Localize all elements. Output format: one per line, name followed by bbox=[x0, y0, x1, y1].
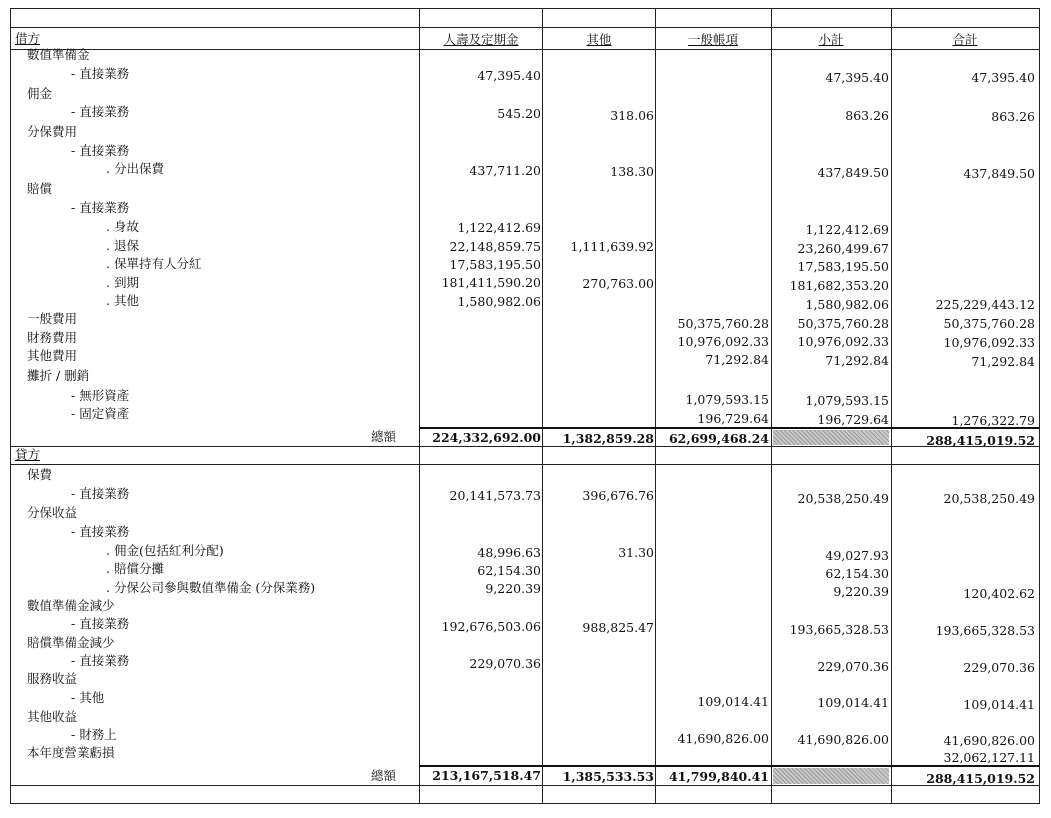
cell-life: 1,122,412.69 bbox=[457, 220, 541, 235]
column-header-general: 一般帳項 bbox=[687, 32, 738, 47]
cell-life: 62,154.30 bbox=[477, 563, 541, 578]
row-label: 數值準備金減少 bbox=[27, 598, 115, 613]
cell-total: 193,665,328.53 bbox=[935, 623, 1035, 638]
row-label: 財務費用 bbox=[27, 330, 78, 345]
row-label: - 直接業務 bbox=[71, 66, 130, 81]
header-top-line bbox=[11, 27, 1039, 28]
cell-subtotal: 229,070.36 bbox=[817, 659, 889, 674]
row-label: 其他收益 bbox=[27, 709, 78, 724]
cell-subtotal: 17,583,195.50 bbox=[797, 259, 889, 274]
row-label: . 分出保費 bbox=[106, 161, 164, 176]
row-label: 一般費用 bbox=[27, 311, 78, 326]
shaded-cell bbox=[773, 768, 889, 784]
row-label: - 其他 bbox=[71, 690, 105, 705]
row-label: - 直接業務 bbox=[71, 524, 130, 539]
row-label: - 直接業務 bbox=[71, 104, 130, 119]
row-label: 佣金 bbox=[27, 86, 53, 101]
row-label: 賠償 bbox=[27, 181, 53, 196]
cell-life: 181,411,590.20 bbox=[441, 275, 541, 290]
cell-subtotal: 62,154.30 bbox=[825, 566, 889, 581]
debit-total-total: 288,415,019.52 bbox=[926, 433, 1035, 448]
cell-total: 109,014.41 bbox=[963, 697, 1035, 712]
cell-subtotal: 181,682,353.20 bbox=[789, 278, 889, 293]
cell-other: 396,676.76 bbox=[582, 488, 654, 503]
cell-other: 1,111,639.92 bbox=[570, 239, 654, 254]
cell-life: 48,996.63 bbox=[477, 545, 541, 560]
column-divider bbox=[419, 9, 420, 803]
cell-life: 192,676,503.06 bbox=[441, 619, 541, 634]
row-label: 分保費用 bbox=[27, 124, 78, 139]
cell-general: 71,292.84 bbox=[705, 352, 769, 367]
row-label: - 財務上 bbox=[71, 727, 117, 742]
debit-total-other: 1,382,859.28 bbox=[562, 431, 654, 446]
cell-other: 31.30 bbox=[618, 545, 654, 560]
cell-other: 270,763.00 bbox=[582, 276, 654, 291]
cell-life: 17,583,195.50 bbox=[449, 257, 541, 272]
credit-header-line bbox=[11, 464, 1039, 465]
cell-total: 863.26 bbox=[991, 109, 1035, 124]
credit-total-other: 1,385,533.53 bbox=[562, 769, 654, 784]
row-label: . 到期 bbox=[106, 275, 139, 290]
cell-total: 437,849.50 bbox=[963, 166, 1035, 181]
row-label: - 無形資產 bbox=[71, 388, 130, 403]
row-label: 其他費用 bbox=[27, 348, 78, 363]
column-header-total: 合計 bbox=[952, 32, 978, 47]
cell-subtotal: 863.26 bbox=[845, 108, 889, 123]
cell-subtotal: 49,027.93 bbox=[825, 548, 889, 563]
cell-other: 138.30 bbox=[610, 164, 654, 179]
cell-subtotal: 109,014.41 bbox=[817, 695, 889, 710]
row-label: . 佣金(包括紅利分配) bbox=[106, 543, 224, 558]
cell-total: 120,402.62 bbox=[963, 586, 1035, 601]
row-label: 分保收益 bbox=[27, 505, 78, 520]
cell-life: 9,220.39 bbox=[485, 581, 541, 596]
cell-subtotal: 71,292.84 bbox=[825, 353, 889, 368]
cell-subtotal: 20,538,250.49 bbox=[797, 491, 889, 506]
column-header-other: 其他 bbox=[586, 32, 612, 47]
cell-life: 229,070.36 bbox=[469, 656, 541, 671]
cell-subtotal: 50,375,760.28 bbox=[797, 316, 889, 331]
credit-total-life: 213,167,518.47 bbox=[432, 768, 541, 783]
debit-total-label: 總額 bbox=[371, 429, 397, 444]
cell-subtotal: 437,849.50 bbox=[817, 165, 889, 180]
row-label: 保費 bbox=[27, 467, 53, 482]
cell-subtotal: 10,976,092.33 bbox=[797, 334, 889, 349]
credit-total-total: 288,415,019.52 bbox=[926, 771, 1035, 786]
shaded-cell bbox=[773, 430, 889, 445]
row-label: 服務收益 bbox=[27, 671, 78, 686]
credit-total-general: 41,799,840.41 bbox=[668, 769, 769, 784]
cell-subtotal: 1,580,982.06 bbox=[805, 297, 889, 312]
row-label: - 直接業務 bbox=[71, 200, 130, 215]
cell-life: 545.20 bbox=[497, 106, 541, 121]
cell-subtotal: 23,260,499.67 bbox=[797, 241, 889, 256]
row-label: . 保單持有人分紅 bbox=[106, 256, 202, 271]
debit-total-life: 224,332,692.00 bbox=[432, 430, 541, 445]
cell-total: 41,690,826.00 bbox=[943, 733, 1035, 748]
cell-other: 318.06 bbox=[610, 108, 654, 123]
row-label: - 固定資產 bbox=[71, 406, 130, 421]
debit-total-bottom-line bbox=[11, 446, 1039, 447]
cell-total: 50,375,760.28 bbox=[943, 316, 1035, 331]
row-label: 本年度營業虧損 bbox=[27, 745, 115, 760]
column-header-subtotal: 小計 bbox=[818, 32, 844, 47]
row-label: - 直接業務 bbox=[71, 616, 130, 631]
row-label: 攤折 / 删銷 bbox=[27, 368, 90, 383]
cell-subtotal: 196,729.64 bbox=[817, 412, 889, 427]
cell-life: 22,148,859.75 bbox=[449, 239, 541, 254]
cell-general: 196,729.64 bbox=[697, 411, 769, 426]
cell-general: 109,014.41 bbox=[697, 694, 769, 709]
credit-total-label: 總額 bbox=[371, 768, 397, 783]
cell-life: 437,711.20 bbox=[469, 163, 541, 178]
cell-general: 10,976,092.33 bbox=[677, 334, 769, 349]
cell-life: 20,141,573.73 bbox=[449, 488, 541, 503]
row-label: - 直接業務 bbox=[71, 653, 130, 668]
cell-total: 229,070.36 bbox=[963, 660, 1035, 675]
cell-subtotal: 41,690,826.00 bbox=[797, 732, 889, 747]
credit-total-bottom-line bbox=[11, 785, 1039, 786]
cell-life: 47,395.40 bbox=[477, 68, 541, 83]
debit-section-label: 借方 bbox=[15, 31, 41, 46]
financial-statement-sheet bbox=[10, 8, 1040, 804]
cell-subtotal: 1,122,412.69 bbox=[805, 222, 889, 237]
row-label: . 其他 bbox=[106, 293, 139, 308]
row-label: - 直接業務 bbox=[71, 143, 130, 158]
row-label: 賠償準備金減少 bbox=[27, 635, 115, 650]
debit-total-general: 62,699,468.24 bbox=[668, 431, 769, 446]
cell-general: 41,690,826.00 bbox=[677, 731, 769, 746]
credit-section-label: 貸方 bbox=[15, 447, 41, 462]
row-label: . 賠償分攤 bbox=[106, 561, 164, 576]
row-label: . 身故 bbox=[106, 219, 139, 234]
header-bottom-line bbox=[11, 49, 1039, 50]
column-divider bbox=[655, 9, 656, 803]
cell-total: 10,976,092.33 bbox=[943, 335, 1035, 350]
cell-total: 47,395.40 bbox=[971, 70, 1035, 85]
cell-total: 1,276,322.79 bbox=[951, 413, 1035, 428]
cell-subtotal: 47,395.40 bbox=[825, 70, 889, 85]
row-label: 數值準備金 bbox=[27, 47, 90, 62]
cell-total: 32,062,127.11 bbox=[943, 750, 1035, 765]
row-label: . 分保公司參與數值準備金 (分保業務) bbox=[106, 580, 316, 595]
cell-other: 988,825.47 bbox=[582, 620, 654, 635]
cell-life: 1,580,982.06 bbox=[457, 294, 541, 309]
cell-general: 50,375,760.28 bbox=[677, 316, 769, 331]
column-divider bbox=[891, 9, 892, 803]
cell-total: 20,538,250.49 bbox=[943, 491, 1035, 506]
cell-subtotal: 1,079,593.15 bbox=[805, 393, 889, 408]
row-label: - 直接業務 bbox=[71, 486, 130, 501]
cell-subtotal: 193,665,328.53 bbox=[789, 622, 889, 637]
cell-total: 71,292.84 bbox=[971, 354, 1035, 369]
cell-subtotal: 9,220.39 bbox=[833, 584, 889, 599]
column-divider bbox=[542, 9, 543, 803]
cell-total: 225,229,443.12 bbox=[935, 297, 1035, 312]
row-label: . 退保 bbox=[106, 238, 139, 253]
column-header-life: 人壽及定期金 bbox=[443, 32, 519, 47]
column-divider bbox=[771, 9, 772, 803]
cell-general: 1,079,593.15 bbox=[685, 392, 769, 407]
